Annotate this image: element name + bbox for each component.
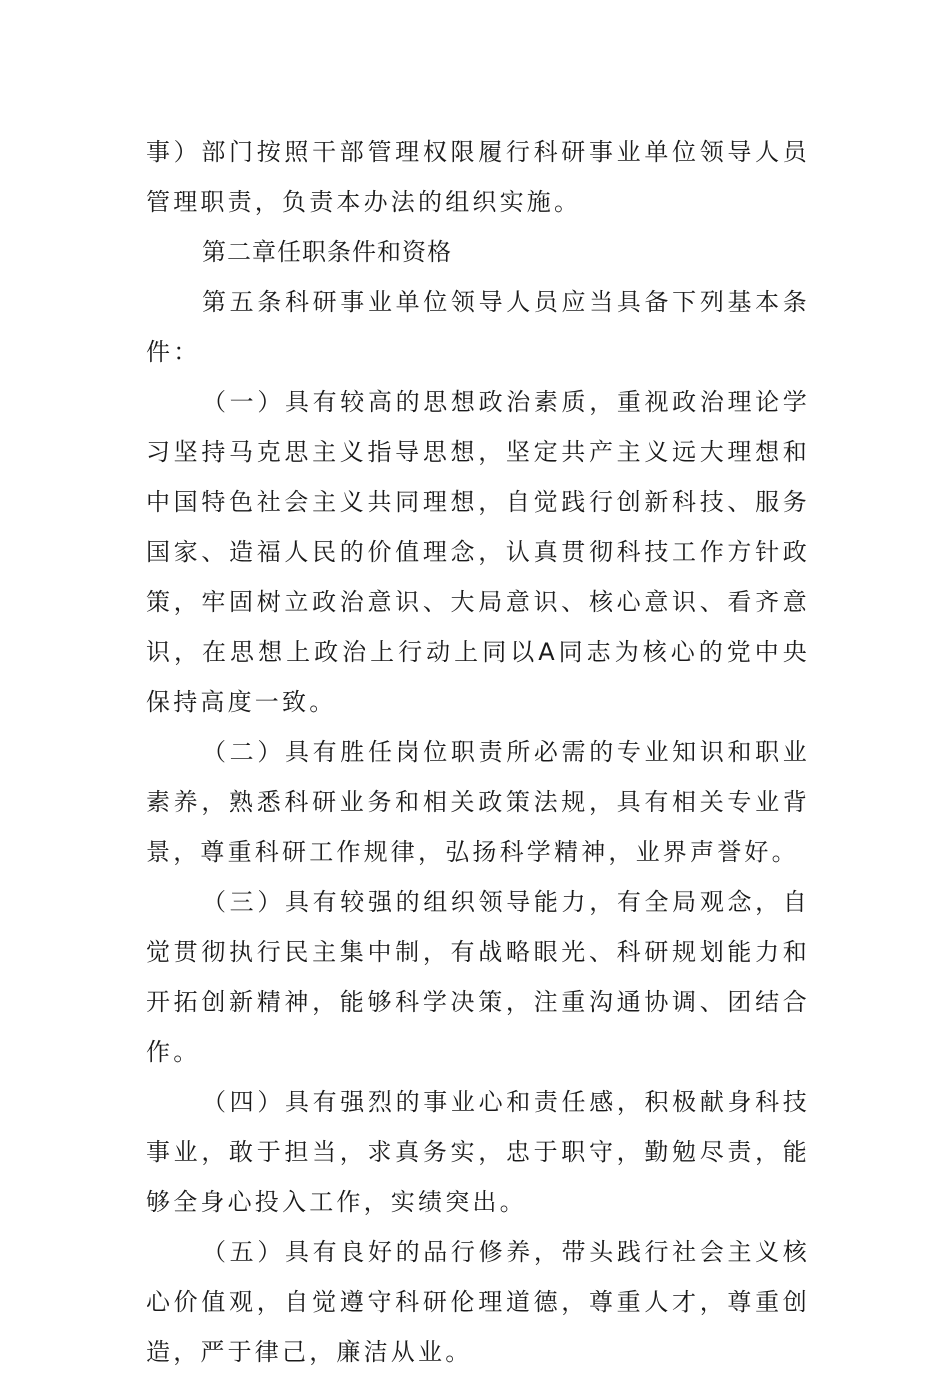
condition-item-3: （三）具有较强的组织领导能力，有全局观念，自觉贯彻执行民主集中制，有战略眼光、科研规划能力和开拓创新精神，能够科学决策，注重沟通协调、团结合作。 <box>146 888 810 1066</box>
condition-item-2: （二）具有胜任岗位职责所必需的专业知识和职业素养，熟悉科研业务和相关政策法规，具有相关专业背景，尊重科研工作规律，弘扬科学精神，业界声誉好。 <box>146 738 810 866</box>
condition-item-5: （五）具有良好的品行修养，带头践行社会主义核心价值观，自觉遵守科研伦理道德，尊重人才，尊重创造，严于律己，廉洁从业。 <box>146 1238 810 1366</box>
article-five: 第五条科研事业单位领导人员应当具备下列基本条件： <box>146 288 810 366</box>
condition-item-1: （一）具有较高的思想政治素质，重视政治理论学习坚持马克思主义指导思想，坚定共产主义远大理想和中国特色社会主义共同理想，自觉践行创新科技、服务国家、造福人民的价值理念，认真贯彻科技工作方针政策，牢固树立政治意识、大局意识、核心意识、看齐意识，在思想上政治上行动上同以A同志为核心的党中央保持高度一致。 <box>146 388 810 716</box>
condition-item-4: （四）具有强烈的事业心和责任感，积极献身科技事业，敢于担当，求真务实，忠于职守，勤勉尽责，能够全身心投入工作，实绩突出。 <box>146 1088 810 1216</box>
chapter-heading: 第二章任职条件和资格 <box>202 238 452 266</box>
document-body <box>146 127 810 1377</box>
paragraph-continuation: 事）部门按照干部管理权限履行科研事业单位领导人员管理职责，负责本办法的组织实施。 <box>146 138 810 216</box>
